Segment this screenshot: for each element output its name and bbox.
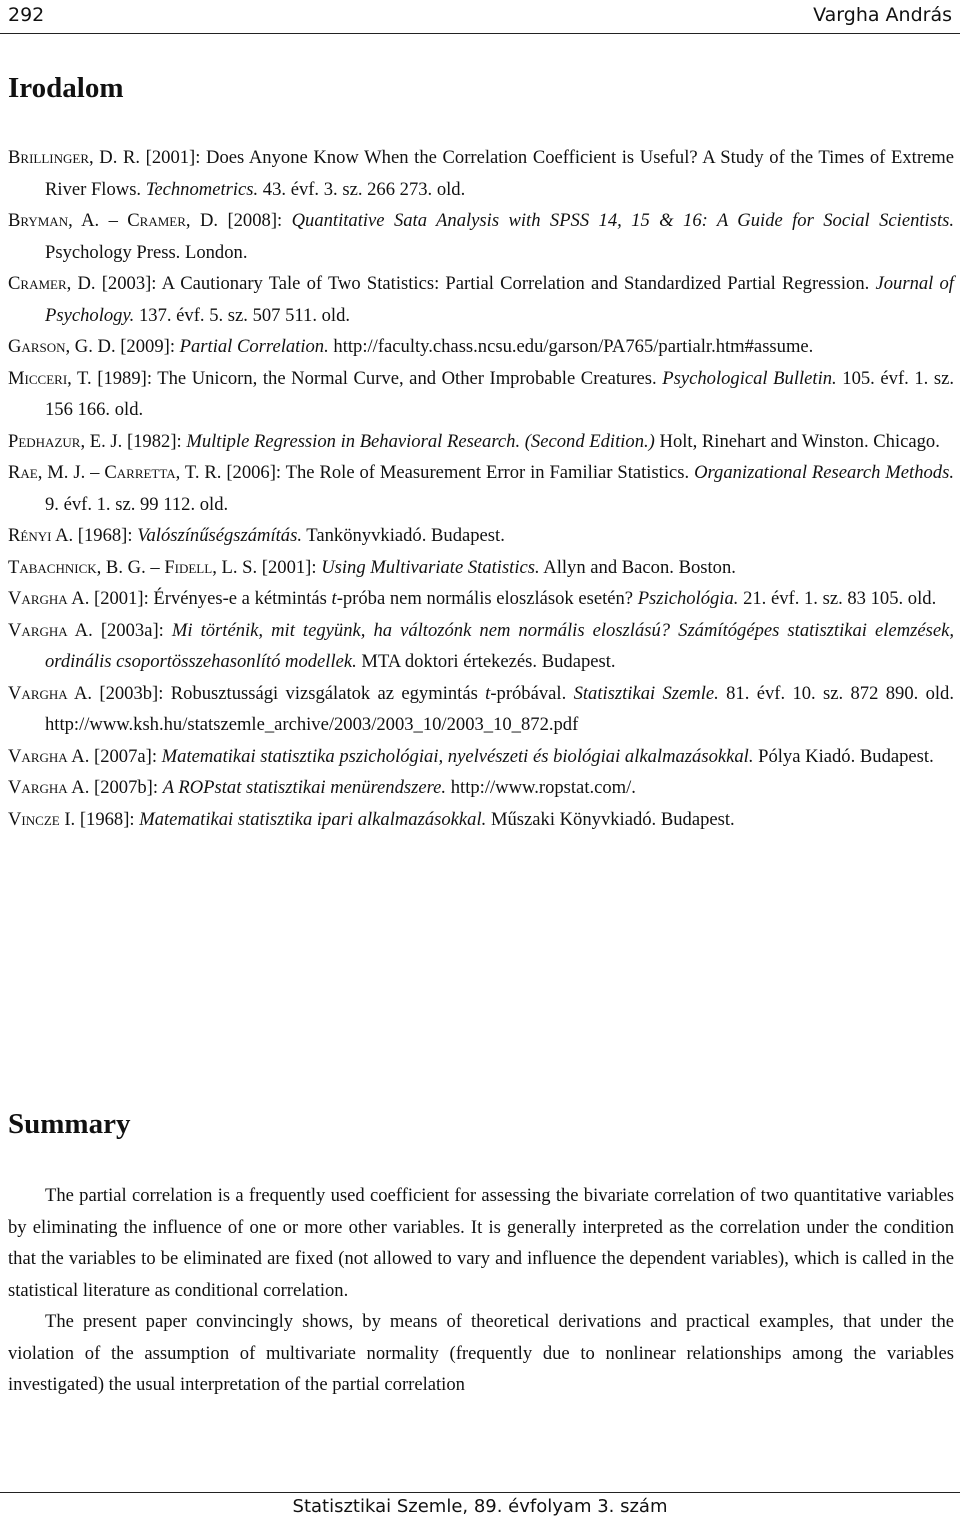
reference-author: Pedhazur, E. J. bbox=[8, 430, 123, 452]
reference-author: Fidell, L. S. bbox=[164, 556, 258, 578]
reference-source: Using Multivariate Statistics. bbox=[321, 556, 540, 578]
running-head: Vargha András bbox=[813, 4, 952, 26]
reference-source: Journal of Psychology. bbox=[45, 273, 954, 326]
reference-source: Multiple Regression in Behavioral Research. (Second Edition.) bbox=[186, 430, 655, 452]
reference-details: Pólya Kiadó. Budapest. bbox=[753, 745, 934, 767]
reference-author: Garson, G. D. bbox=[8, 336, 116, 357]
reference-item bbox=[8, 552, 954, 584]
reference-source: Matematikai statisztika pszichológiai, nyelvészeti és biológiai alkalmazásokkal. bbox=[161, 745, 754, 767]
reference-details: Műszaki Könyvkiadó. Budapest. bbox=[486, 808, 735, 830]
reference-text: [2001]: bbox=[257, 556, 322, 578]
reference-item bbox=[8, 772, 954, 804]
reference-text: -próbával. bbox=[490, 682, 574, 704]
reference-text: [2001]: Érvényes-e a kétmintás bbox=[89, 588, 332, 609]
summary-paragraph: The partial correlation is a frequently used coefficient for assessing the bivariate correlation of two quantitative variables by eliminating the influence of one or more other variables. It is generally interpreted as the correlation under the condition that the variables to be eliminated are fixed (not allowed to vary and influence the dependent variables), which is called in the statistical literature as conditional correlation. bbox=[8, 1185, 954, 1301]
reference-source: Valószínűségszámítás. bbox=[137, 525, 302, 546]
reference-item bbox=[8, 457, 954, 520]
reference-details: http://www.ropstat.com/. bbox=[446, 777, 636, 798]
reference-source: Pszichológia. bbox=[637, 588, 739, 609]
reference-author: Rényi A. bbox=[8, 525, 74, 546]
reference-text: [1982]: bbox=[122, 430, 187, 452]
reference-text: [2003b]: Robusztussági vizsgálatok az egymintás bbox=[92, 682, 486, 704]
reference-source: Statisztikai Szemle. bbox=[573, 682, 719, 704]
reference-text: -próba nem normális eloszlások esetén? bbox=[336, 588, 638, 609]
reference-list bbox=[8, 142, 954, 835]
reference-source: Quantitative Sata Analysis with SPSS 14, 15 & 16: A Guide for Social Scientists. bbox=[291, 210, 954, 231]
reference-text: [2001]: Does Anyone Know When the Correlation Coefficient is Useful? A Study of the Times of Extreme River Flows. bbox=[45, 147, 954, 200]
reference-details: 81. évf. 10. sz. 872 890. old. http://www.ksh.hu/statszemle_archive/2003/2003_10/2003_10_872.pdf bbox=[45, 682, 955, 735]
reference-details: 9. évf. 1. sz. 99 112. old. bbox=[45, 493, 229, 515]
reference-source: Partial Correlation. bbox=[179, 336, 329, 357]
reference-italic: t bbox=[331, 588, 337, 609]
reference-author: Brillinger, D. R. bbox=[8, 147, 141, 168]
reference-text: [2003a]: bbox=[92, 619, 172, 641]
reference-details: Psychology Press. London. bbox=[45, 241, 248, 263]
reference-details: 21. évf. 1. sz. 83 105. old. bbox=[738, 588, 937, 609]
reference-item bbox=[8, 142, 954, 205]
reference-author: Carretta, T. R. bbox=[104, 462, 222, 483]
page-number: 292 bbox=[8, 4, 45, 26]
reference-author: Vargha A. bbox=[8, 777, 90, 798]
reference-details: Tankönyvkiadó. Budapest. bbox=[302, 525, 505, 546]
reference-author: Micceri, T. bbox=[8, 367, 92, 389]
reference-item bbox=[8, 520, 954, 552]
reference-author: Vargha A. bbox=[8, 588, 90, 609]
reference-italic: t bbox=[485, 682, 491, 704]
reference-item bbox=[8, 678, 954, 741]
reference-details: http://faculty.chass.ncsu.edu/garson/PA765/partialr.htm#assume. bbox=[328, 336, 814, 357]
reference-item bbox=[8, 426, 954, 458]
reference-details: MTA doktori értekezés. Budapest. bbox=[356, 651, 616, 672]
reference-source: Organizational Research Methods. bbox=[694, 462, 954, 483]
references-heading: Irodalom bbox=[8, 72, 124, 104]
summary-paragraph: The present paper convincingly shows, by means of theoretical derivations and practical examples, that under the violation of the assumption of multivariate normality (frequently due to nonlinear relationships among the variables investigated) the usual interpretation of the partial correlation bbox=[8, 1311, 954, 1395]
reference-item bbox=[8, 583, 954, 615]
reference-author-separator: – bbox=[85, 462, 105, 483]
reference-item bbox=[8, 205, 954, 268]
reference-source: Matematikai statisztika ipari alkalmazásokkal. bbox=[139, 808, 487, 830]
reference-text: [1968]: bbox=[75, 808, 140, 830]
reference-author: Vargha A. bbox=[8, 682, 93, 704]
reference-details: Allyn and Bacon. Boston. bbox=[539, 556, 736, 578]
reference-text: [2003]: A Cautionary Tale of Two Statistics: Partial Correlation and Standardized Partial Regression. bbox=[95, 273, 876, 294]
reference-author: Vincze I. bbox=[8, 808, 76, 830]
summary-heading: Summary bbox=[8, 1108, 131, 1140]
reference-author-separator: – bbox=[145, 556, 165, 578]
reference-author: Cramer, D. bbox=[127, 210, 219, 231]
reference-author: Bryman, A. bbox=[8, 210, 100, 231]
reference-author: Cramer, D. bbox=[8, 273, 96, 294]
reference-item bbox=[8, 804, 954, 836]
reference-item bbox=[8, 268, 954, 331]
reference-item bbox=[8, 615, 954, 678]
reference-source: Psychological Bulletin. bbox=[662, 367, 837, 389]
reference-author: Vargha A. bbox=[8, 619, 93, 641]
reference-text: [2007a]: bbox=[89, 745, 162, 767]
page-footer: Statisztikai Szemle, 89. évfolyam 3. szám bbox=[292, 1496, 668, 1517]
reference-details: Holt, Rinehart and Winston. Chicago. bbox=[654, 430, 940, 452]
reference-details: 43. évf. 3. sz. 266 273. old. bbox=[258, 178, 466, 200]
reference-details: 105. évf. 1. sz. 156 166. old. bbox=[45, 367, 955, 420]
reference-text: [2009]: bbox=[115, 336, 180, 357]
reference-author-separator: – bbox=[99, 210, 128, 231]
reference-author: Tabachnick, B. G. bbox=[8, 556, 146, 578]
reference-text: [2006]: The Role of Measurement Error in Familiar Statistics. bbox=[221, 462, 695, 483]
footer-divider bbox=[0, 1492, 960, 1493]
reference-author: Vargha A. bbox=[8, 745, 90, 767]
reference-source: Mi történik, mit tegyünk, ha változónk nem normális eloszlású? Számítógépes statisztikai elemzések, ordinális csoportösszehasonlító modellek. bbox=[45, 619, 954, 672]
page-header bbox=[0, 0, 960, 34]
summary-body bbox=[8, 1180, 954, 1401]
reference-source: A ROPstat statisztikai menürendszere. bbox=[162, 777, 447, 798]
reference-item bbox=[8, 363, 954, 426]
reference-text: [1989]: The Unicorn, the Normal Curve, and Other Improbable Creatures. bbox=[91, 367, 663, 389]
reference-details: 137. évf. 5. sz. 507 511. old. bbox=[134, 304, 351, 326]
reference-source: Technometrics. bbox=[145, 178, 259, 200]
reference-text: [2007b]: bbox=[89, 777, 163, 798]
reference-text: [2008]: bbox=[218, 210, 292, 231]
header-divider bbox=[0, 33, 960, 34]
reference-item bbox=[8, 331, 954, 363]
reference-author: Rae, M. J. bbox=[8, 462, 86, 483]
reference-text: [1968]: bbox=[73, 525, 138, 546]
reference-item bbox=[8, 741, 954, 773]
